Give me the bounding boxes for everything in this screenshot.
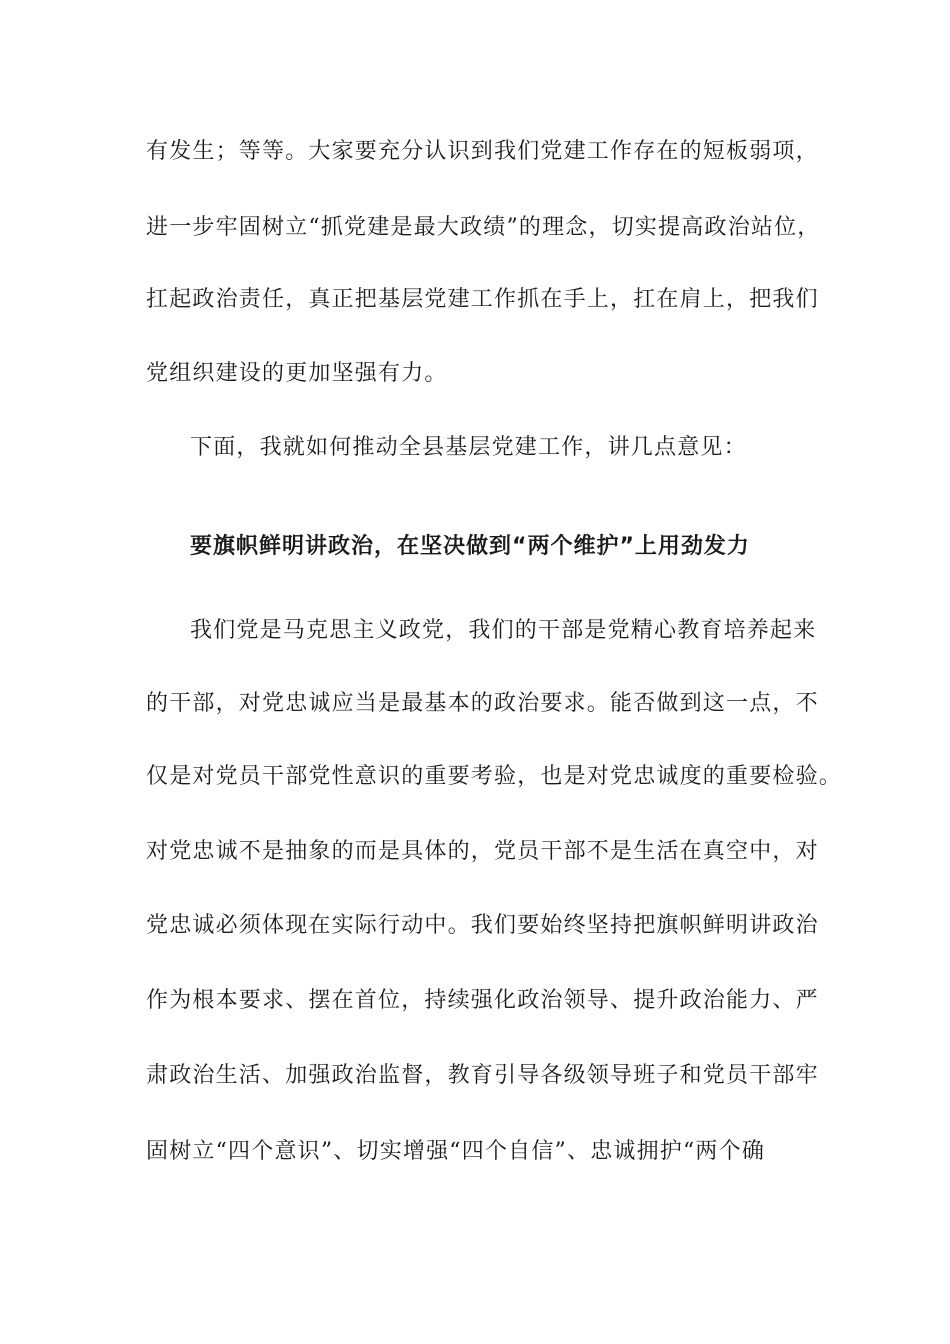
paragraph-line: 作为根本要求、摆在首位，持续强化政治领导、提升政治能力、严 xyxy=(146,988,819,1013)
paragraph-line: 扛起政治责任，真正把基层党建工作抓在手上，扛在肩上，把我们 xyxy=(146,287,819,312)
paragraph-line: 党忠诚必须体现在实际行动中。我们要始终坚持把旗帜鲜明讲政治 xyxy=(146,913,819,938)
paragraph-line: 对党忠诚不是抽象的而是具体的，党员干部不是生活在真空中，对 xyxy=(146,839,819,864)
paragraph-line: 进一步牢固树立“抓党建是最大政绩”的理念，切实提高政治站位， xyxy=(146,215,821,240)
paragraph-line: 有发生；等等。大家要充分认识到我们党建工作存在的短板弱项， xyxy=(146,139,819,164)
paragraph-line: 我们党是马克思主义政党，我们的干部是党精心教育培养起来 xyxy=(190,618,817,643)
paragraph-line: 党组织建设的更加坚强有力。 xyxy=(146,361,448,386)
paragraph-line: 的干部，对党忠诚应当是最基本的政治要求。能否做到这一点，不 xyxy=(146,691,819,716)
paragraph-line: 固树立“四个意识”、切实增强“四个自信”、忠诚拥护“两个确 xyxy=(146,1139,766,1164)
intro-line: 下面，我就如何推动全县基层党建工作，讲几点意见： xyxy=(190,435,747,460)
paragraph-line: 仅是对党员干部党性意识的重要考验，也是对党忠诚度的重要检验。 xyxy=(146,764,843,789)
paragraph-line: 肃政治生活、加强政治监督，教育引导各级领导班子和党员干部牢 xyxy=(146,1063,819,1088)
section-heading: 要旗帜鲜明讲政治，在坚决做到“两个维护”上用劲发力 xyxy=(190,534,750,559)
